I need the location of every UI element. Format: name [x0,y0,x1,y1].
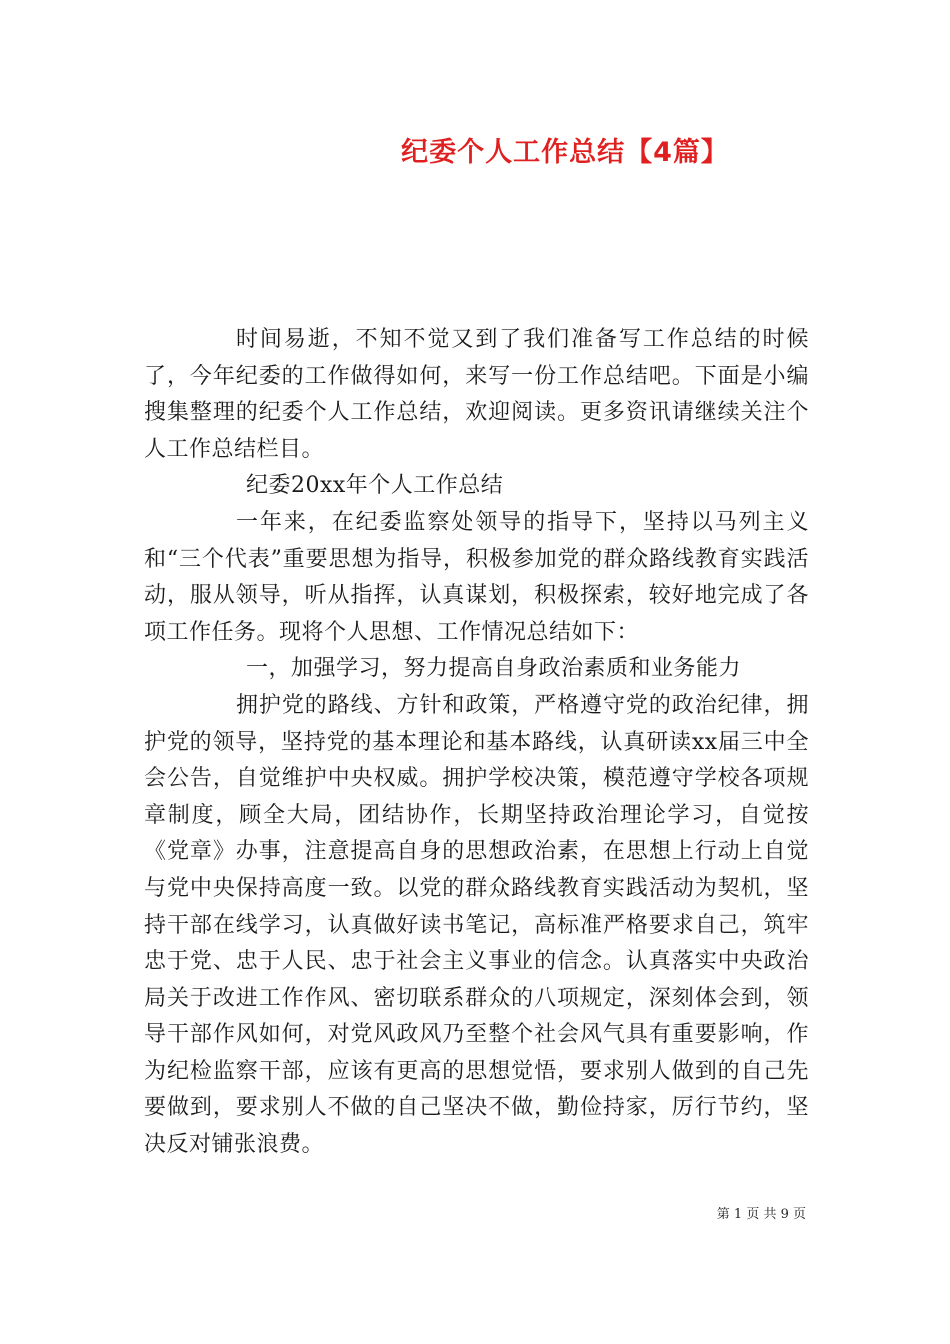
page-number-footer: 第 1 页 共 9 页 [716,1207,806,1222]
subheading-1: 一，加强学习，努力提高自身政治素质和业务能力 [246,656,742,682]
document-title: 纪委个人工作总结【4篇】 [401,137,729,168]
section-title: 纪委20xx年个人工作总结 [246,473,504,499]
opening-paragraph: 一年来，在纪委监察处领导的指导下，坚持以马列主义和“三个代表”重要思想为指导，积极参加党的群众路线教育实践活动，服从领导，听从指挥，认真谋划，积极探索，较好地完成了各项工作任务。现将个人思想、工作情况总结如下： [144,509,809,645]
body-paragraph-1: 拥护党的路线、方针和政策，严格遵守党的政治纪律，拥护党的领导，坚持党的基本理论和基本路线，认真研读xx届三中全会公告，自觉维护中央权威。拥护学校决策，模范遵守学校各项规章制度，顾全大局，团结协作，长期坚持政治理论学习，自觉按《党章》办事，注意提高自身的思想政治素，在思想上行动上自觉与党中央保持高度一致。以党的群众路线教育实践活动为契机，坚持干部在线学习，认真做好读书笔记，高标准严格要求自己，筑牢忠于党、忠于人民、忠于社会主义事业的信念。认真落实中央政治局关于改进工作作风、密切联系群众的八项规定，深刻体会到，领导干部作风如何，对党风政风乃至整个社会风气具有重要影响，作为纪检监察干部，应该有更高的思想觉悟，要求别人做到的自己先要做到，要求别人不做的自己坚决不做，勤俭持家，厉行节约，坚决反对铺张浪费。 [144,692,809,1158]
intro-paragraph: 时间易逝，不知不觉又到了我们准备写工作总结的时候了，今年纪委的工作做得如何，来写一份工作总结吧。下面是小编搜集整理的纪委个人工作总结，欢迎阅读。更多资讯请继续关注个人工作总结栏目。 [144,327,809,462]
document-body [144,322,809,1164]
